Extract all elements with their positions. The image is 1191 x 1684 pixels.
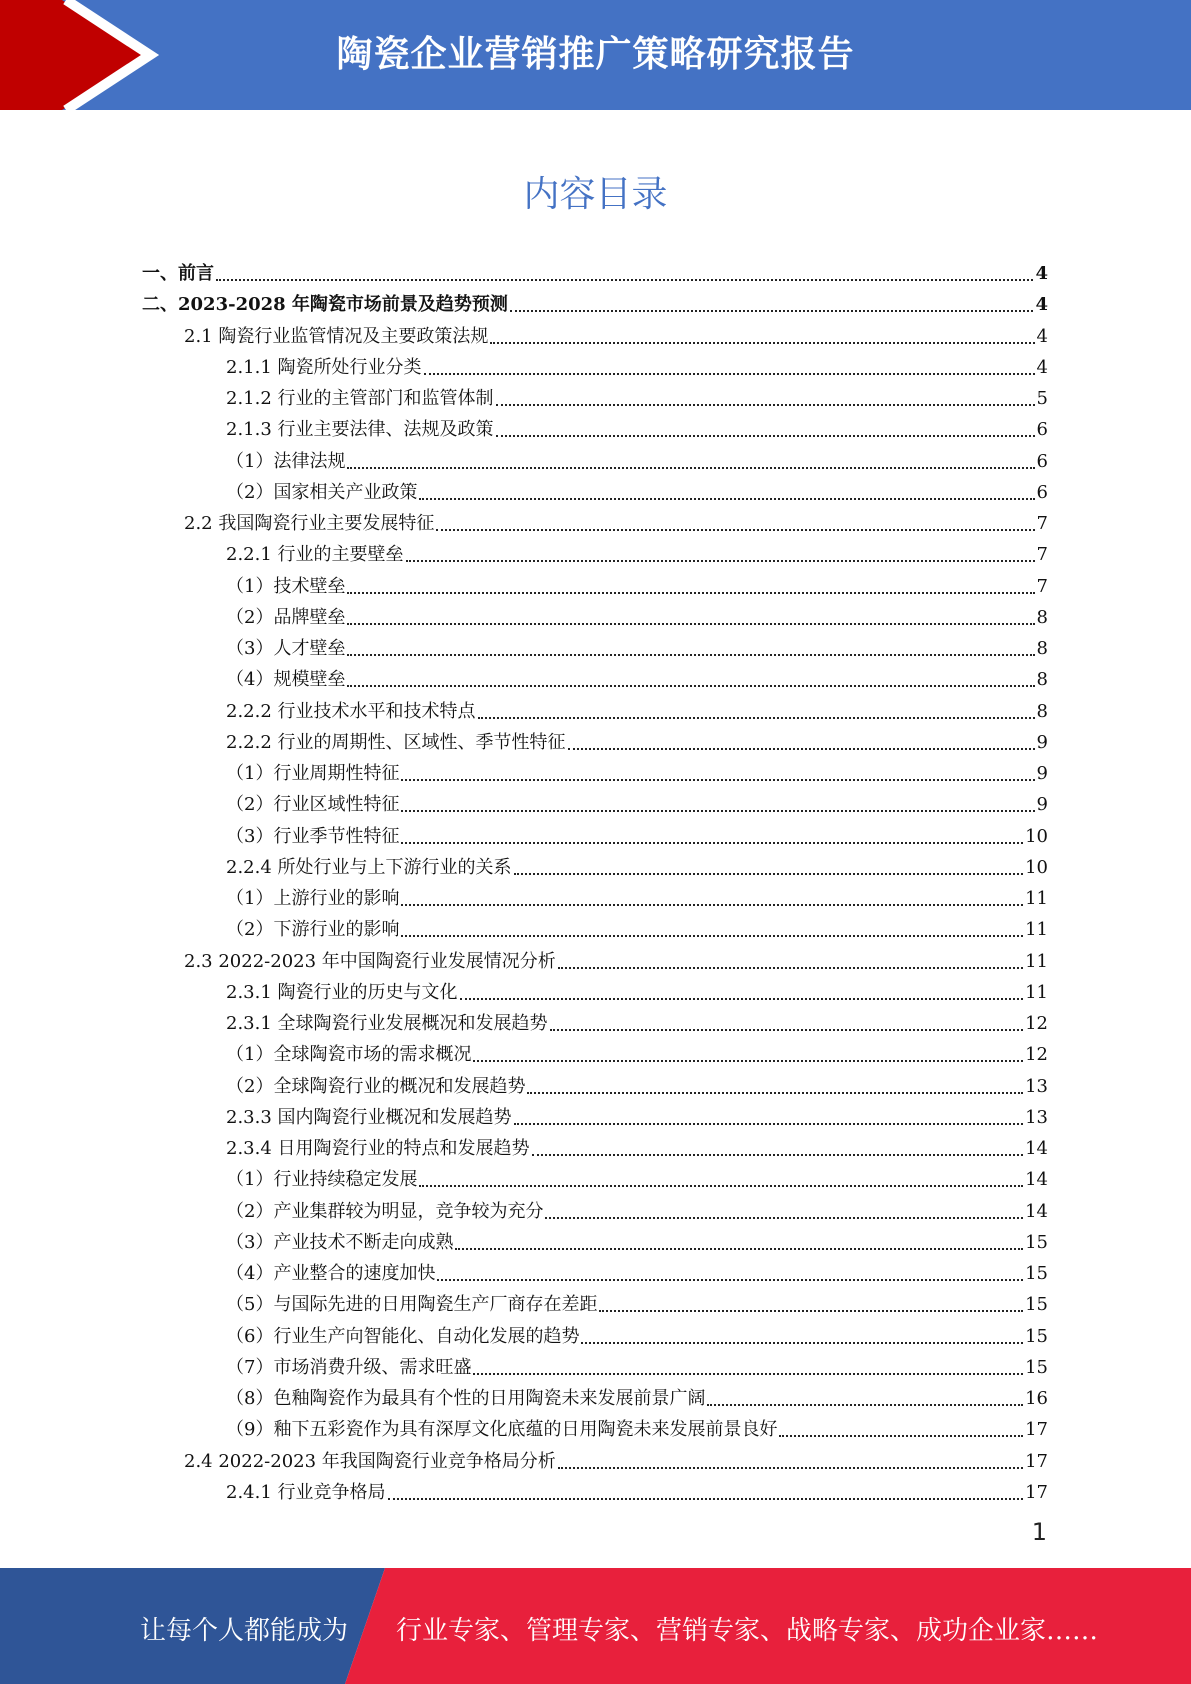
toc-dot-leader — [558, 966, 1023, 969]
report-title: 陶瓷企业营销推广策略研究报告 — [336, 34, 855, 75]
toc-entry[interactable] — [226, 1286, 1048, 1317]
toc-dot-leader — [347, 591, 1034, 594]
toc-entry-page: 4 — [1036, 325, 1048, 347]
toc-entry[interactable] — [226, 1255, 1048, 1286]
toc-dot-leader — [496, 403, 1035, 406]
toc-entry[interactable] — [226, 755, 1048, 786]
toc-entry-title: 2.1.2 行业的主管部门和监管体制 — [226, 388, 494, 409]
toc-entry-page: 14 — [1025, 1169, 1048, 1191]
toc-entry[interactable] — [226, 911, 1048, 942]
toc-entry-page: 15 — [1025, 1263, 1048, 1284]
toc-entry-title: 2.1 陶瓷行业监管情况及主要政策法规 — [184, 325, 489, 347]
toc-dot-leader — [545, 1216, 1023, 1219]
toc-entry-title: 2.4.1 行业竞争格局 — [226, 1481, 386, 1503]
toc-entry-title: 2.2 我国陶瓷行业主要发展特征 — [184, 513, 435, 534]
toc-entry-page: 11 — [1025, 981, 1048, 1003]
toc-entry[interactable] — [226, 474, 1048, 505]
toc-entry[interactable] — [226, 1318, 1048, 1349]
toc-entry-title: （6）行业生产向智能化、自动化发展的趋势 — [226, 1325, 580, 1347]
toc-entry[interactable] — [226, 974, 1048, 1005]
toc-heading: 内容目录 — [523, 174, 668, 215]
toc-dot-leader — [437, 1278, 1023, 1281]
toc-entry-page: 17 — [1025, 1419, 1048, 1441]
toc-entry-title: 2.3.4 日用陶瓷行业的特点和发展趋势 — [226, 1138, 530, 1159]
toc-dot-leader — [419, 1184, 1023, 1187]
toc-entry-page: 17 — [1025, 1481, 1048, 1503]
toc-entry-title: （3）行业季节性特征 — [226, 825, 400, 847]
toc-entry[interactable] — [226, 568, 1048, 599]
toc-entry[interactable] — [226, 411, 1048, 442]
toc-dot-leader — [388, 1497, 1024, 1500]
toc-dot-leader — [401, 903, 1023, 906]
toc-dot-leader — [401, 934, 1023, 937]
toc-dot-leader — [401, 809, 1034, 812]
toc-entry[interactable] — [184, 318, 1048, 349]
toc-entry[interactable] — [226, 849, 1048, 880]
toc-entry-title: （1）行业周期性特征 — [226, 763, 400, 784]
toc-dot-leader — [496, 434, 1035, 437]
toc-entry-page: 11 — [1025, 888, 1048, 909]
toc-dot-leader — [455, 1247, 1023, 1250]
toc-entry-page: 4 — [1035, 263, 1048, 284]
toc-dot-leader — [419, 497, 1034, 500]
toc-entry-page: 10 — [1025, 856, 1048, 878]
toc-entry-page: 11 — [1025, 919, 1048, 941]
toc-dot-leader — [514, 1122, 1024, 1125]
toc-dot-leader — [490, 341, 1034, 344]
toc-entry-title: （8）色釉陶瓷作为最具有个性的日用陶瓷未来发展前景广阔 — [226, 1388, 706, 1409]
toc-entry[interactable] — [184, 505, 1048, 536]
toc-entry-title: 2.3 2022-2023 年中国陶瓷行业发展情况分析 — [184, 950, 556, 972]
toc-entry[interactable] — [226, 1193, 1048, 1224]
toc-entry[interactable] — [226, 1005, 1048, 1036]
toc-entry-title: （9）釉下五彩瓷作为具有深厚文化底蕴的日用陶瓷未来发展前景良好 — [226, 1419, 778, 1441]
toc-entry-title: （2）行业区域性特征 — [226, 794, 400, 816]
toc-entry-page: 8 — [1036, 638, 1048, 659]
toc-entry-page: 6 — [1036, 481, 1048, 503]
toc-entry-page: 9 — [1036, 794, 1048, 816]
toc-entry[interactable] — [226, 1036, 1048, 1067]
toc-entry[interactable] — [226, 349, 1048, 380]
toc-entry[interactable] — [226, 786, 1048, 817]
toc-dot-leader — [473, 1372, 1023, 1375]
footer-slogan-left: 让每个人都能成为 — [140, 1616, 349, 1646]
toc-entry-page: 4 — [1035, 294, 1048, 316]
toc-dot-leader — [436, 528, 1034, 531]
toc-entry-title: （7）市场消费升级、需求旺盛 — [226, 1356, 472, 1378]
toc-entry-page: 11 — [1025, 950, 1048, 972]
toc-entry-title: （1）行业持续稳定发展 — [226, 1169, 418, 1191]
toc-entry[interactable] — [226, 1099, 1048, 1130]
toc-entry-page: 7 — [1036, 575, 1048, 597]
toc-dot-leader — [581, 1341, 1023, 1344]
toc-entry-page: 14 — [1025, 1200, 1048, 1222]
footer-banner — [0, 1568, 1191, 1684]
toc-entry-page: 8 — [1036, 669, 1048, 691]
toc-entry-page: 13 — [1025, 1075, 1048, 1097]
toc-dot-leader — [527, 1091, 1023, 1094]
toc-dot-leader — [707, 1403, 1023, 1406]
toc-entry-title: （2）产业集群较为明显，竞争较为充分 — [226, 1200, 544, 1222]
toc-dot-leader — [347, 684, 1034, 687]
toc-entry-title: 二、2023-2028 年陶瓷市场前景及趋势预测 — [142, 294, 508, 316]
toc-entry-page: 8 — [1036, 700, 1048, 722]
toc-entry[interactable] — [226, 1161, 1048, 1192]
toc-entry[interactable] — [142, 286, 1048, 317]
toc-entry-page: 15 — [1025, 1294, 1048, 1316]
toc-dot-leader — [347, 653, 1034, 656]
toc-entry-page: 14 — [1025, 1138, 1048, 1159]
toc-dot-leader — [424, 372, 1035, 375]
footer-slogan-right: 行业专家、管理专家、营销专家、战略专家、成功企业家…… — [396, 1616, 1099, 1646]
toc-entry-page: 6 — [1036, 450, 1048, 472]
toc-entry[interactable] — [226, 599, 1048, 630]
toc-dot-leader — [347, 466, 1034, 469]
toc-entry-page: 17 — [1025, 1450, 1048, 1472]
toc-entry[interactable] — [226, 661, 1048, 692]
toc-entry-title: （3）产业技术不断走向成熟 — [226, 1231, 454, 1253]
toc-dot-leader — [599, 1309, 1023, 1312]
toc-dot-leader — [460, 997, 1024, 1000]
toc-dot-leader — [514, 872, 1024, 875]
toc-entry-title: （4）规模壁垒 — [226, 669, 346, 691]
toc-entry-title: 2.2.2 行业的周期性、区域性、季节性特征 — [226, 731, 566, 753]
toc-entry-title: （1）上游行业的影响 — [226, 888, 400, 909]
toc-entry-page: 9 — [1036, 731, 1048, 753]
toc-dot-leader — [406, 559, 1035, 562]
toc-entry-title: 2.2.1 行业的主要壁垒 — [226, 544, 404, 566]
toc-entry-title: （4）产业整合的速度加快 — [226, 1263, 436, 1284]
toc-entry-page: 12 — [1025, 1044, 1048, 1066]
toc-entry-page: 15 — [1025, 1325, 1048, 1347]
report-header-banner — [0, 0, 1191, 110]
toc-dot-leader — [510, 309, 1034, 312]
toc-entry-title: （2）下游行业的影响 — [226, 919, 400, 941]
toc-entry-title: （5）与国际先进的日用陶瓷生产厂商存在差距 — [226, 1294, 598, 1316]
toc-dot-leader — [473, 1059, 1023, 1062]
toc-dot-leader — [347, 622, 1034, 625]
toc-dot-leader — [568, 747, 1035, 750]
toc-dot-leader — [478, 716, 1035, 719]
toc-entry-title: （1）技术壁垒 — [226, 575, 346, 597]
toc-entry[interactable] — [184, 1443, 1048, 1474]
toc-entry[interactable] — [226, 1130, 1048, 1161]
toc-entry-title: 2.3.1 全球陶瓷行业发展概况和发展趋势 — [226, 1013, 548, 1034]
toc-dot-leader — [401, 778, 1034, 781]
toc-entry[interactable] — [226, 693, 1048, 724]
toc-entry[interactable] — [226, 380, 1048, 411]
toc-entry-page: 13 — [1025, 1106, 1048, 1128]
toc-entry-title: 一、前言 — [142, 263, 214, 284]
toc-entry-title: （3）人才壁垒 — [226, 638, 346, 659]
toc-dot-leader — [532, 1153, 1024, 1156]
toc-entry-title: 2.1.1 陶瓷所处行业分类 — [226, 356, 422, 378]
toc-entry-page: 12 — [1025, 1013, 1048, 1034]
page-number: 1 — [1031, 1518, 1047, 1546]
toc-entry-title: 2.2.2 行业技术水平和技术特点 — [226, 700, 476, 722]
toc-entry-page: 7 — [1036, 513, 1048, 534]
toc-entry-page: 10 — [1025, 825, 1048, 847]
toc-entry[interactable] — [226, 443, 1048, 474]
toc-dot-leader — [558, 1466, 1023, 1469]
toc-dot-leader — [401, 841, 1023, 844]
toc-entry-page: 9 — [1036, 763, 1048, 784]
toc-entry-title: 2.1.3 行业主要法律、法规及政策 — [226, 419, 494, 441]
toc-dot-leader — [216, 278, 1033, 281]
toc-entry-page: 6 — [1036, 419, 1048, 441]
toc-entry-page: 5 — [1036, 388, 1048, 409]
toc-entry-page: 15 — [1025, 1356, 1048, 1378]
toc-entry-title: （2）国家相关产业政策 — [226, 481, 418, 503]
toc-entry[interactable] — [226, 536, 1048, 567]
toc-entry[interactable] — [226, 1349, 1048, 1380]
toc-entry-title: （2）全球陶瓷行业的概况和发展趋势 — [226, 1075, 526, 1097]
toc-entry-page: 15 — [1025, 1231, 1048, 1253]
toc-entry[interactable] — [184, 943, 1048, 974]
toc-entry[interactable] — [226, 818, 1048, 849]
toc-entry-title: （2）品牌壁垒 — [226, 606, 346, 628]
toc-entry[interactable] — [226, 1474, 1048, 1505]
toc-entry[interactable] — [142, 255, 1048, 286]
toc-entry-page: 7 — [1036, 544, 1048, 566]
toc-entry[interactable] — [226, 630, 1048, 661]
toc-entry-title: （1）法律法规 — [226, 450, 346, 472]
toc-dot-leader — [550, 1028, 1024, 1031]
toc-entry[interactable] — [226, 880, 1048, 911]
toc-entry-page: 4 — [1036, 356, 1048, 378]
toc-entry[interactable] — [226, 1380, 1048, 1411]
toc-entry[interactable] — [226, 1068, 1048, 1099]
toc-entry-title: （1）全球陶瓷市场的需求概况 — [226, 1044, 472, 1066]
toc-entry-title: 2.3.3 国内陶瓷行业概况和发展趋势 — [226, 1106, 512, 1128]
toc-dot-leader — [779, 1434, 1023, 1437]
toc-entry-title: 2.4 2022-2023 年我国陶瓷行业竞争格局分析 — [184, 1450, 556, 1472]
toc-entry[interactable] — [226, 1411, 1048, 1442]
toc-entry-page: 16 — [1025, 1388, 1048, 1409]
toc-entry-title: 2.3.1 陶瓷行业的历史与文化 — [226, 981, 458, 1003]
toc-entry-page: 8 — [1036, 606, 1048, 628]
toc-entry[interactable] — [226, 1224, 1048, 1255]
toc-entry-title: 2.2.4 所处行业与上下游行业的关系 — [226, 856, 512, 878]
toc-entry[interactable] — [226, 724, 1048, 755]
